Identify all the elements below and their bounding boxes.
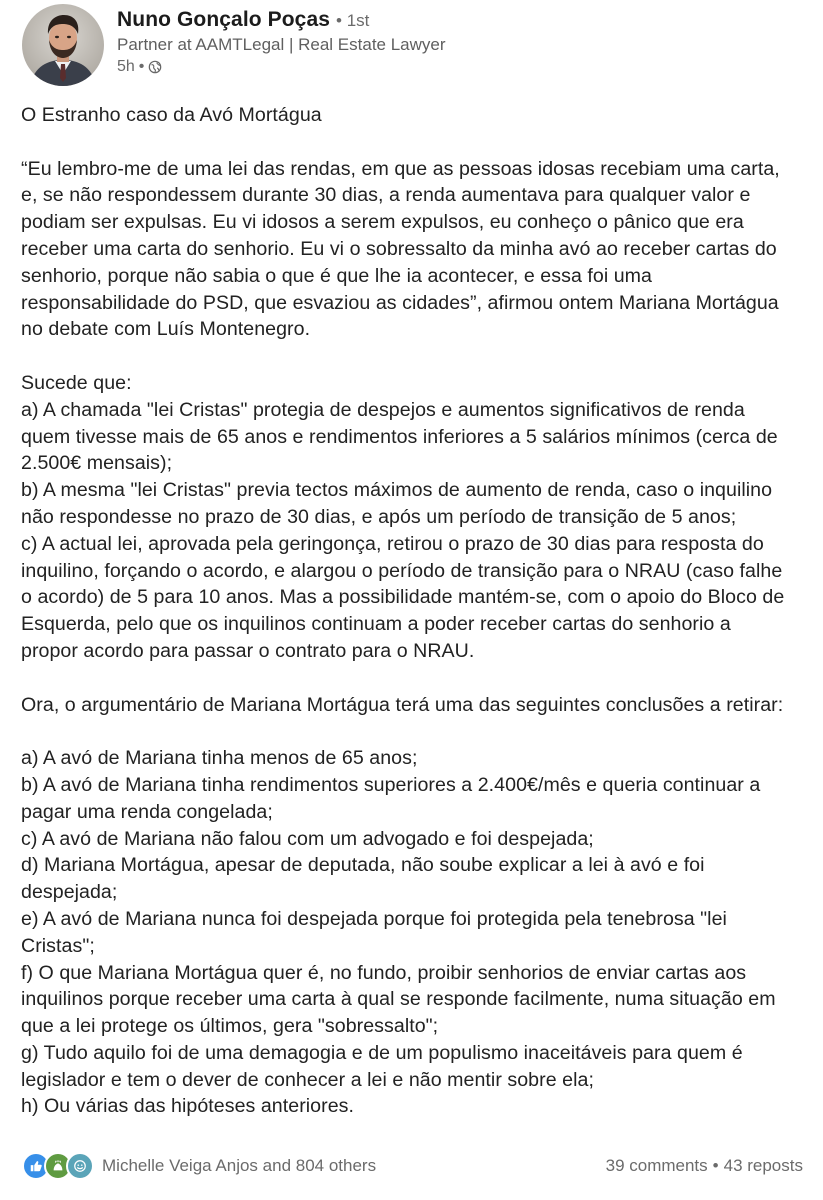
conclusion-line: e) A avó de Mariana nunca foi despejada porque foi protegida pela tenebrosa "lei xyxy=(21,907,727,930)
facts-line: Esquerda, pelo que os inquilinos continuam a poder receber cartas do senhorio a xyxy=(21,613,731,636)
conclusion-line: inquilinos porque receber uma carta à qual se responde facilmente, numa situação em xyxy=(21,988,776,1011)
engagement-stats xyxy=(606,1156,803,1176)
author-info xyxy=(117,8,446,88)
facts-line: 2.500€ mensais); xyxy=(21,452,173,475)
facts-line: o acordo) de 5 para 10 anos. Mas a possibilidade mantém-se, com o apoio do Bloco de xyxy=(21,586,785,609)
facts-line: c) A actual lei, aprovada pela geringonça, retirou o prazo de 30 dias para resposta do xyxy=(21,532,764,555)
paragraph-gap xyxy=(21,718,811,745)
author-avatar[interactable] xyxy=(22,4,104,86)
reactors-text[interactable]: Michelle Veiga Anjos and 804 others xyxy=(102,1156,377,1175)
facts-paragraph xyxy=(21,370,811,665)
conclusion-line: Cristas"; xyxy=(21,934,95,957)
post-body xyxy=(21,102,811,1120)
facts-line: a) A chamada "lei Cristas" protegia de despejos e aumentos significativos de renda xyxy=(21,398,745,421)
quote-paragraph xyxy=(21,156,811,344)
quote-line: “Eu lembro-me de uma lei das rendas, em que as pessoas idosas recebiam uma carta, xyxy=(21,157,780,180)
facts-line: b) A mesma "lei Cristas" previa tectos máximos de aumento de renda, caso o inquilino xyxy=(21,479,773,502)
quote-line: senhorio, porque não sabia o que é que lhe ia acontecer, e essa foi uma xyxy=(21,264,652,287)
paragraph-gap xyxy=(21,665,811,692)
conclusion-line: d) Mariana Mortágua, apesar de deputada, não soube explicar a lei à avó e foi xyxy=(21,854,705,877)
author-name[interactable]: Nuno Gonçalo Poças xyxy=(117,8,330,31)
conclusion-line: c) A avó de Mariana não falou com um advogado e foi despejada; xyxy=(21,827,594,850)
conclusion-line: que a lei protege os últimos, gera "sobressalto"; xyxy=(21,1015,439,1038)
conclusions-intro: Ora, o argumentário de Mariana Mortágua terá uma das seguintes conclusões a retirar: xyxy=(21,693,784,716)
conclusion-line: a) A avó de Mariana tinha menos de 65 anos; xyxy=(21,747,418,770)
meta-separator: • xyxy=(138,58,145,75)
conclusion-line: legislador e tem o dever de conhecer a lei e não mentir sobre ela; xyxy=(21,1068,594,1091)
connection-degree-label: 1st xyxy=(346,11,370,30)
quote-line: no debate com Luís Montenegro. xyxy=(21,318,311,341)
quote-line: responsabilidade do PSD, que esvaziou as cidades”, afirmou ontem Mariana Mortágua xyxy=(21,291,779,314)
paragraph-gap xyxy=(21,129,811,156)
support-icon xyxy=(66,1152,94,1180)
conclusion-line: despejada; xyxy=(21,881,118,904)
facts-line: inquilino, forçando o acordo, e alargou o período de transição para o NRAU (caso falhe xyxy=(21,559,783,582)
connection-degree: • 1st xyxy=(336,11,370,30)
post-title: O Estranho caso da Avó Mortágua xyxy=(21,104,322,126)
facts-line: quem tivesse mais de 65 anos e rendimentos inferiores a 5 salários mínimos (cerca de xyxy=(21,425,778,448)
globe-icon xyxy=(148,60,162,74)
reaction-icons xyxy=(22,1152,94,1180)
conclusion-line: f) O que Mariana Mortágua quer é, no fundo, proibir senhorios de enviar cartas aos xyxy=(21,961,747,984)
facts-line: propor acordo para passar o contrato para o NRAU. xyxy=(21,639,475,662)
facts-line: não respondesse no prazo de 30 dias, e após um período de transição de 5 anos; xyxy=(21,505,737,528)
paragraph-gap xyxy=(21,343,811,370)
facts-line: Sucede que: xyxy=(21,371,132,394)
conclusion-line: b) A avó de Mariana tinha rendimentos superiores a 2.400€/mês e queria continuar a xyxy=(21,773,761,796)
quote-line: receber uma carta do senhorio. Eu vi o sobressalto da minha avó ao receber cartas do xyxy=(21,237,777,260)
name-row xyxy=(117,8,446,32)
quote-line: e, se não respondessem durante 30 dias, a renda aumentava para qualquer valor e xyxy=(21,184,751,207)
conclusion-line: h) Ou várias das hipóteses anteriores. xyxy=(21,1095,354,1118)
reactions-summary[interactable] xyxy=(22,1152,376,1180)
post-time: 5h xyxy=(117,58,135,75)
author-headline: Partner at AAMTLegal | Real Estate Lawyer xyxy=(117,35,446,54)
conclusions-list xyxy=(21,745,811,1120)
social-counts xyxy=(22,1152,803,1180)
stats-separator: • xyxy=(712,1156,719,1175)
reposts-count[interactable]: 43 reposts xyxy=(723,1156,803,1175)
quote-line: podiam ser expulsas. Eu vi idosos a serem expulsos, eu conheço o pânico que era xyxy=(21,211,744,234)
avatar-photo xyxy=(22,4,104,86)
comments-count[interactable]: 39 comments xyxy=(605,1156,708,1175)
conclusion-line: g) Tudo aquilo foi de uma demagogia e de um populismo inaceitáveis para quem é xyxy=(21,1041,743,1064)
post-meta xyxy=(117,58,446,76)
post-header xyxy=(22,4,446,88)
conclusion-line: pagar uma renda congelada; xyxy=(21,800,273,823)
